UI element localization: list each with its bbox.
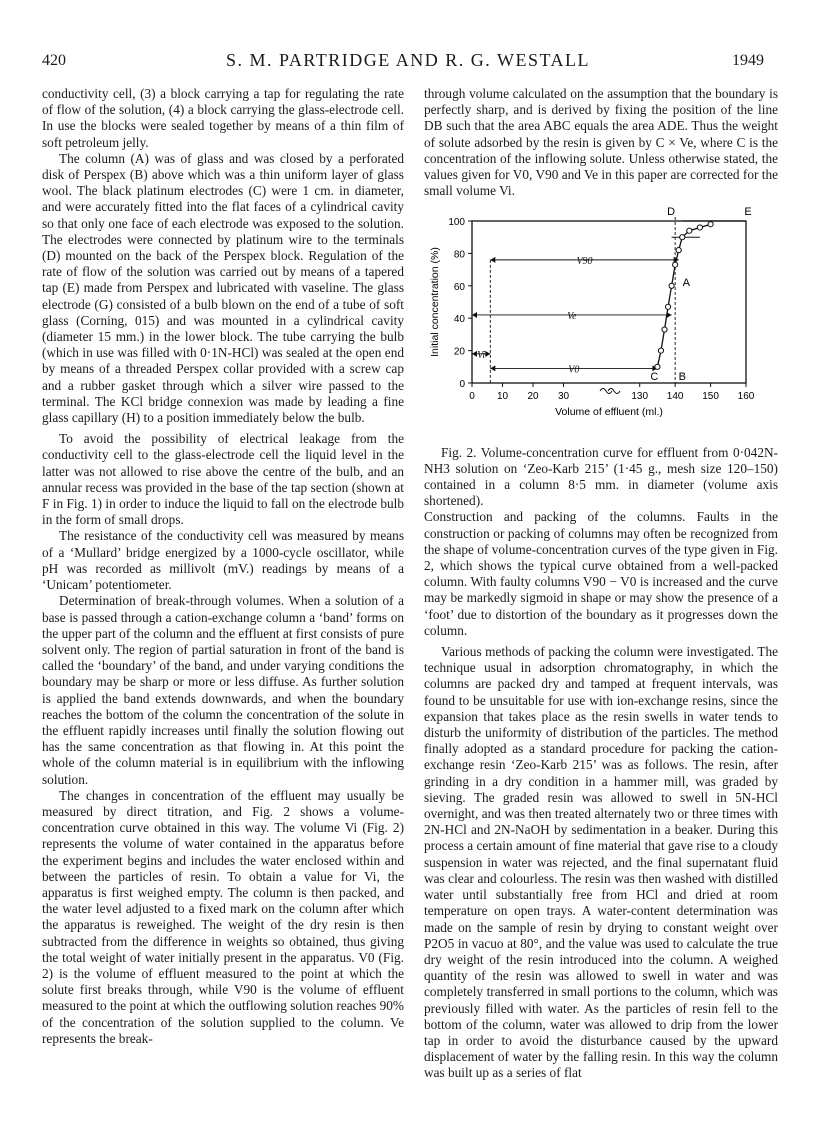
left-paragraph: The column (A) was of glass and was closed by a perforated disk of Perspex (B) above which was a thin uniform layer of glass wool. The black platinum electrodes (C) were 1 cm. in diameter, and were accurately fitted into the flat faces of a cylindrical cavity so that only one face of each electrode was exposed to the solution. The electrodes were connected by platinum wire to the terminals (D) mounted on the back of the Perspex block. Regulation of the rate of flow of the solution was carried out by means of a tapered tap (E) made from Perspex and lubricated with vaseline. The glass electrode (G) consisted of a bulb blown on the end of a tube of soft glass (Corning, 015) and was mounted in a cylindrical cavity (diameter 15 mm.) in the lower block. The tube carrying the bulb (which in use was filled with 0·1N-HCl) was sealed at the open end by means of a threaded Perspex collar provided with a screw cap and a rubber gasket through which a silver wire passed to the terminal. The KCl bridge connexion was made by leading a fine glass capillary (H) to a position immediately below the bulb. bbox=[42, 150, 404, 426]
effluent-curve bbox=[657, 225, 710, 368]
volume-concentration-chart bbox=[424, 205, 778, 439]
data-point bbox=[655, 365, 660, 370]
data-point bbox=[680, 235, 685, 240]
x-tick-label: 0 bbox=[469, 391, 475, 403]
left-paragraph: The changes in concentration of the effluent may usually be measured by direct titration, and Fig. 2 shows a volume-concentration curve obtained in this way. The volume Vi (Fig. 2) represents the volume of water contained in the apparatus before the experiment begins and includes the water enclosed within and between the particles of resin. To obtain a value for Vi, the apparatus is first weighed empty. The column is then packed, and the water level adjusted to a fixed mark on the column after which the apparatus is reweighed. The weight of the dry resin is then subtracted from the difference in weights so obtained, thus giving the total weight of water initially present in the apparatus. V0 (Fig. 2) is the volume of effluent measured to the point at which the solute first breaks through, while V90 is the volume of effluent measured to the point at which the outflowing solution reaches 90% of the concentration of the solution supplied to the column. Ve represents the break- bbox=[42, 787, 404, 1046]
y-tick-label: 60 bbox=[453, 282, 465, 294]
page-header bbox=[0, 50, 816, 80]
x-axis-label: Volume of effluent (ml.) bbox=[555, 406, 663, 419]
x-tick-label: 130 bbox=[631, 391, 649, 403]
right-paragraph: Various methods of packing the column were investigated. The technique usual in adsorption chromatography, in which the columns are packed dry and tamped at frequent intervals, was found to be unsuitable for use with ion-exchange resins, since the expansion that takes place as the resin swells in water tends to disturb the uniformity of distribution of the particles. The method finally adopted as a standard procedure for packing the cation-exchange resin ‘Zeo-Karb 215’ was as follows. The resin, after grinding in a dry condition in a hammer mill, was graded by sieving. The graded resin was allowed to swell in 5N-HCl overnight, and was then treated alternately two or three times with 2N-HCl and 2N-NaOH by sedimentation in a beaker. During this process a certain amount of fine material that gave rise to a cloudy suspension in water was rejected, and the final supernatant fluid was clear and colourless. The resin was then washed with distilled water until substantially free from HCl and dried at room temperature on open trays. A water-content determination was made on the sample of resin by drying to constant weight over P2O5 in vacuo at 80°, and the value was used to calculate the true dry weight of the resin introduced into the column. A weighed quantity of the resin was allowed to swell in water and was completely transferred in small portions to the column, which was previously filled with water. As the particles of resin fell to the bottom of the column, water was allowed to drip from the lower tap in order to avoid the disturbance caused by the upward displacement of water by the falling resin. In this way the column was built up as a series of flat bbox=[424, 644, 778, 1081]
data-point bbox=[687, 229, 692, 234]
y-axis-label: Initial concentration (%) bbox=[429, 247, 441, 358]
data-point bbox=[658, 348, 663, 353]
x-tick-label: 140 bbox=[666, 391, 684, 403]
y-tick-label: 80 bbox=[453, 249, 465, 261]
v0-label: V0 bbox=[568, 364, 580, 376]
page-number: 420 bbox=[42, 52, 66, 69]
data-point bbox=[673, 263, 678, 268]
v90-arrowhead-left bbox=[490, 257, 495, 263]
right-top-paragraph: through volume calculated on the assumption that the boundary is perfectly sharp, and is derived by fixing the position of the line DB such that the area ABC equals the area ADE. Thus the weight of solute adsorbed by the resin is given by C × Ve, where C is the concentration of the inflowing solute. Unless otherwise stated, the values given for V0, V90 and Ve in this paper are corrected for the small volume Vi. bbox=[424, 86, 778, 199]
x-tick-label: 20 bbox=[527, 391, 539, 403]
x-tick-label: 150 bbox=[702, 391, 719, 403]
figure-2 bbox=[424, 205, 778, 439]
right-column bbox=[424, 86, 778, 1082]
y-tick-label: 0 bbox=[459, 379, 465, 391]
left-paragraph: Determination of break-through volumes. When a solution of a base is passed through a cation-exchange column a ‘band’ forms on the upper part of the column and the effluent at first consists of pure solvent only. The region of partial saturation in front of the band is called the ‘boundary’ of the band, and under varying conditions the boundary may be sharp or more or less diffuse. As further solution is applied the band extends downwards, and when the boundary reaches the bottom of the column the concentration of the solute in the effluent rapidly increases until finally the solution flowing out has the same concentration as that flowing in. At this point the whole of the column material is in equilibrium with the inflowing solution. bbox=[42, 593, 404, 787]
x-tick-label: 160 bbox=[737, 391, 755, 403]
ve-arrowhead-left bbox=[472, 312, 477, 318]
vi-arrowhead-right bbox=[485, 351, 490, 357]
data-point bbox=[665, 305, 670, 310]
x-tick-label: 10 bbox=[496, 391, 509, 403]
left-column bbox=[42, 86, 404, 1047]
left-paragraph: The resistance of the conductivity cell was measured by means of a ‘Mullard’ bridge energized by a 1000-cycle oscillator, while pH was recorded as millivolt (mV.) readings by means of a ‘Unicam’ potentiometer. bbox=[42, 528, 404, 593]
point-label-c: C bbox=[650, 371, 659, 384]
point-label-b: B bbox=[678, 371, 687, 384]
vi-label: Vi bbox=[477, 350, 486, 362]
axis-break-mark bbox=[600, 389, 620, 394]
running-authors: S. M. PARTRIDGE AND R. G. WESTALL bbox=[225, 50, 590, 70]
plot-frame bbox=[472, 221, 746, 383]
year: 1949 bbox=[732, 52, 764, 69]
point-label-d: D bbox=[667, 206, 676, 219]
y-tick-label: 20 bbox=[453, 347, 465, 359]
data-point bbox=[708, 222, 713, 227]
data-point bbox=[669, 284, 674, 289]
y-tick-label: 40 bbox=[453, 314, 465, 326]
data-point bbox=[662, 327, 667, 332]
data-point bbox=[697, 225, 702, 230]
left-paragraph: To avoid the possibility of electrical leakage from the conductivity cell to the glass-electrode cell the liquid level in the latter was not allowed to rise above the centre of the bulb, and an annular recess was provided in the base of the tap section (shown at F in Fig. 1) in order to induce the liquid to fall on the electrode bulb in the form of small drops. bbox=[42, 431, 404, 528]
v90-label: V90 bbox=[576, 256, 593, 268]
figure-caption: Fig. 2. Volume-concentration curve for effluent from 0·042N-NH3 solution on ‘Zeo-Karb 215’ (1·45 g., mesh size 120–150) contained in a column 8·5 mm. in diameter (volume axis shortened). bbox=[424, 445, 778, 509]
data-point bbox=[676, 248, 681, 253]
v0-arrowhead-left bbox=[490, 366, 495, 372]
y-tick-label: 100 bbox=[448, 217, 465, 229]
right-paragraphs bbox=[424, 509, 778, 1081]
x-tick-label: 30 bbox=[557, 391, 570, 403]
point-label-a: A bbox=[682, 277, 691, 290]
ve-label: Ve bbox=[567, 311, 577, 323]
point-label-e: E bbox=[744, 206, 752, 219]
right-paragraph: Construction and packing of the columns. Faults in the construction or packing of columns may often be recognized from the shape of volume-concentration curves of the type given in Fig. 2, which shows the typical curve obtained from a well-packed column. With faulty columns V90 − V0 is increased and the curve may be markedly sigmoid in shape or may show the presence of a ‘foot’ due to distortion of the boundary as it progresses down the column. bbox=[424, 509, 778, 638]
left-paragraph: conductivity cell, (3) a block carrying a tap for regulating the rate of flow of the solution, (4) a block carrying the glass-electrode cell. In use the blocks were sealed together by means of a thin film of soft petroleum jelly. bbox=[42, 86, 404, 150]
